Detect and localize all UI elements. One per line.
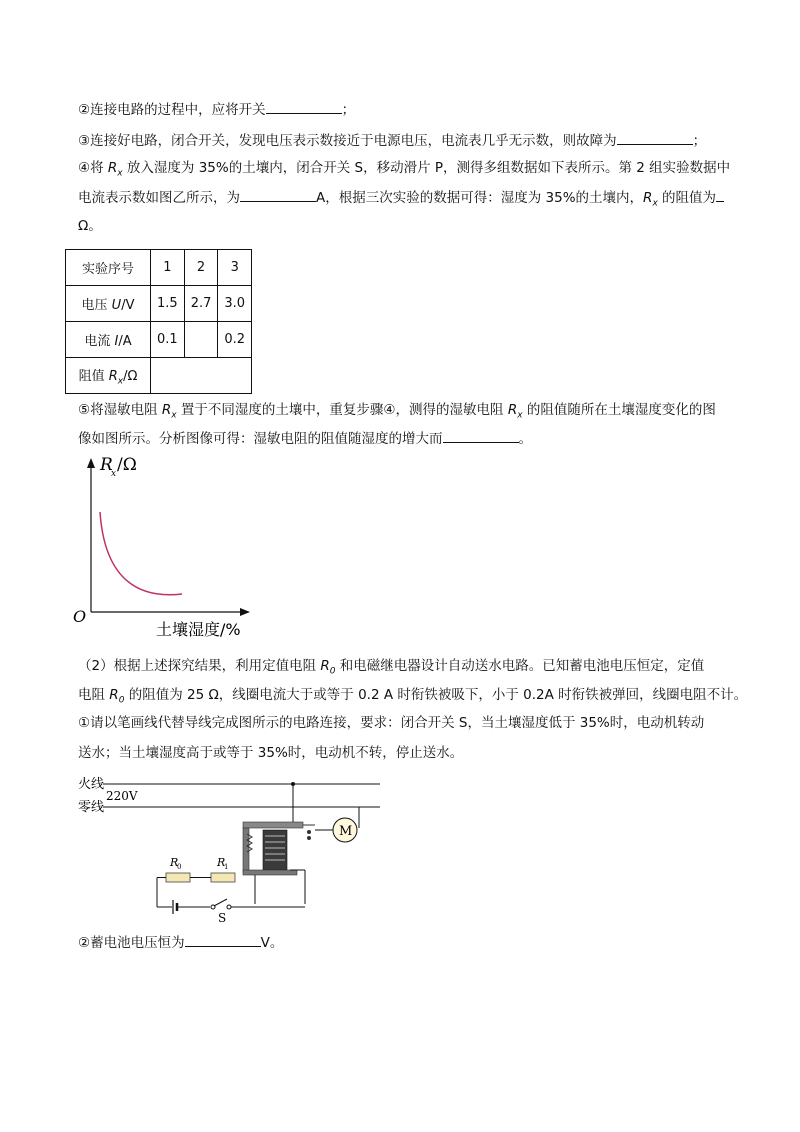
neutral-wire-label: 零线 (78, 800, 105, 815)
y-axis-label-sub: x (111, 469, 117, 479)
symbol: R (108, 368, 118, 384)
answer-blank[interactable] (240, 187, 316, 202)
relay-coil-icon (243, 822, 315, 875)
table-cell[interactable] (151, 358, 252, 394)
text: ； (341, 102, 356, 118)
switch-icon[interactable] (211, 899, 231, 909)
answer-blank[interactable] (266, 99, 342, 114)
humidity-resistance-graph (60, 450, 270, 645)
symbol-sub: x (652, 198, 658, 209)
table-cell: 1 (151, 250, 185, 286)
text: Ω。 (78, 218, 102, 234)
text: V。 (260, 935, 284, 951)
symbol: R (643, 190, 653, 206)
table-cell: 2.7 (184, 286, 218, 322)
part2-line-3 (78, 713, 704, 733)
motor-label: M (339, 824, 353, 839)
r0-label: R (170, 856, 179, 869)
part2-line-1 (78, 656, 704, 682)
r1-resistor-icon (211, 873, 235, 882)
question-line-2 (78, 99, 355, 120)
data-table (65, 249, 252, 394)
symbol: I (114, 334, 119, 349)
y-axis-label: R (100, 455, 113, 475)
text: 的阻值为 25 Ω，线圈电流大于或等于 0.2 A 时衔铁被吸下，小于 0.2A 时衔铁被弹回，线圈电阻不计。 (124, 687, 748, 703)
y-axis-arrow (87, 458, 95, 468)
table-cell (66, 286, 151, 322)
symbol-sub: x (117, 168, 123, 179)
origin-label: O (73, 607, 87, 626)
table-cell: 3 (218, 250, 252, 286)
circuit-diagram (75, 770, 395, 925)
table-cell: 实验序号 (66, 250, 151, 286)
table-cell: 0.1 (151, 322, 185, 358)
text: 像如图所示。分析图像可得：湿敏电阻的阻值随湿度的增大而 (78, 431, 443, 447)
r0-resistor-icon (166, 873, 190, 882)
text: 电流表示数如图乙所示，为 (78, 190, 240, 206)
answer-blank[interactable] (443, 428, 519, 443)
text: 和电磁继电器设计自动送水电路。已知蓄电池电压恒定，定值 (335, 658, 705, 674)
question-line-4 (78, 158, 730, 184)
symbol-sub: x (171, 410, 177, 421)
answer-blank[interactable] (185, 932, 261, 947)
r1-label: R (217, 856, 226, 869)
live-wire-label: 火线 (78, 777, 105, 792)
symbol-sub: x (117, 376, 124, 387)
text: ； (692, 133, 707, 149)
text: /V (121, 298, 135, 313)
x-axis-label: 土壤湿度/% (156, 620, 241, 639)
symbol: R (107, 160, 118, 176)
symbol: R (507, 402, 518, 418)
question-line-4c (78, 216, 102, 236)
text: 电阻 (78, 687, 110, 703)
question-line-3 (78, 130, 706, 151)
table-row (66, 322, 252, 358)
question-line-4b (78, 187, 724, 214)
answer-blank[interactable] (617, 130, 693, 145)
text: 的阻值为 (657, 190, 717, 206)
r0-label-sub: 0 (177, 863, 182, 871)
text: 。 (518, 431, 532, 447)
part2-line-5 (78, 932, 283, 953)
text: 置于不同湿度的土壤中，重复步骤④，测得的湿敏电阻 (176, 402, 508, 418)
answer-blank[interactable] (716, 187, 724, 202)
text: 送水；当土壤湿度高于或等于 35%时，电动机不转，停止送水。 (78, 745, 464, 761)
table-cell: 1.5 (151, 286, 185, 322)
part2-line-2 (78, 685, 747, 711)
symbol: R (109, 687, 119, 703)
text: 电流 (84, 334, 115, 349)
table-row (66, 358, 252, 394)
table-cell (66, 358, 151, 394)
table-cell: 3.0 (218, 286, 252, 322)
text: 电压 (81, 298, 112, 313)
symbol-sub: x (517, 410, 523, 421)
x-axis-arrow (240, 608, 250, 616)
text: ④将 (78, 160, 108, 176)
symbol-sub: 0 (329, 666, 336, 677)
text: （2）根据上述探究结果，利用定值电阻 (78, 658, 321, 674)
text: ⑤将湿敏电阻 (78, 402, 162, 418)
symbol: U (111, 298, 122, 313)
text: 放入湿度为 35%的土壤内，闭合开关 S，移动滑片 P，测得多组数据如下表所示。第 2 组实验数据中 (122, 160, 731, 176)
table-cell[interactable] (184, 322, 218, 358)
symbol: R (161, 402, 172, 418)
text: ①请以笔画线代替导线完成图所示的电路连接，要求：闭合开关 S，当土壤湿度低于 35%时，电动机转动 (78, 715, 705, 731)
battery-icon (173, 900, 177, 914)
text: ②连接电路的过程中，应将开关 (78, 102, 266, 118)
table-row (66, 286, 252, 322)
table-row (66, 250, 252, 286)
r1-label-sub: 1 (224, 863, 229, 871)
text: ③连接好电路，闭合开关，发现电压表示数接近于电源电压，电流表几乎无示数，则故障为 (78, 133, 617, 149)
question-line-5b (78, 428, 532, 449)
voltage-label: 220V (106, 789, 138, 803)
text: /Ω (123, 368, 138, 384)
text: ②蓄电池电压恒为 (78, 935, 185, 951)
resistance-curve (100, 512, 182, 595)
question-line-5 (78, 400, 716, 426)
switch-label: S (218, 911, 227, 925)
symbol-sub: 0 (118, 695, 125, 706)
table-cell (66, 322, 151, 358)
y-axis-label-unit: /Ω (117, 455, 137, 475)
text: A，根据三次实验的数据可得：湿度为 35%的土壤内， (316, 190, 644, 206)
part2-line-4 (78, 743, 463, 763)
text: 阻值 (78, 368, 109, 384)
symbol: R (320, 658, 330, 674)
table-cell: 2 (184, 250, 218, 286)
text: /A (118, 334, 132, 349)
text: 的阻值随所在土壤湿度变化的图 (522, 402, 716, 418)
table-cell: 0.2 (218, 322, 252, 358)
